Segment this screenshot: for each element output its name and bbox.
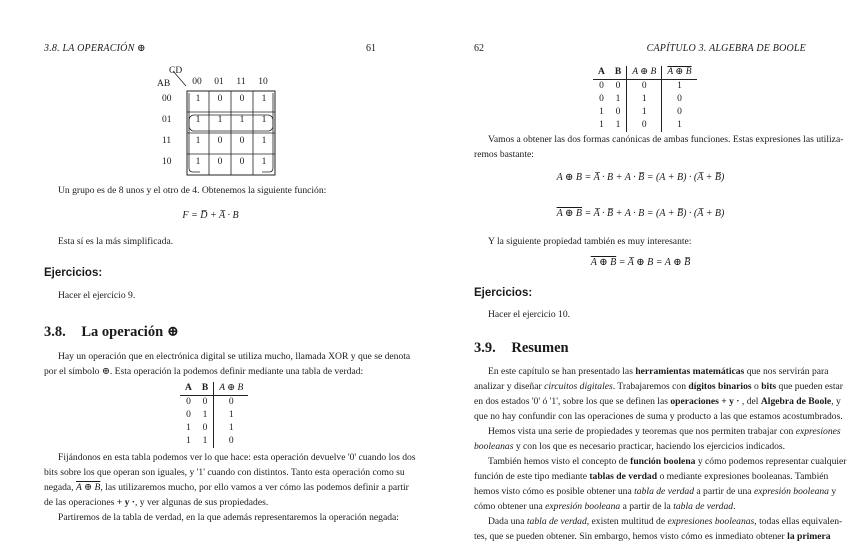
text-span: cómo obtener una <box>474 501 546 512</box>
text-span: negada, <box>44 482 76 493</box>
kmap-col-header: 11 <box>236 77 246 87</box>
table-header-cell: B <box>197 382 214 396</box>
table-cell: 1 <box>186 436 191 446</box>
right-section-heading <box>474 340 569 357</box>
left-header-title: 3.8. LA OPERACIÓN ⊕ <box>44 43 146 54</box>
bold-span: la primera <box>787 531 831 542</box>
italic-span: expresiones booleanas <box>667 516 755 527</box>
right-text-line: remos bastante: <box>474 149 534 160</box>
text-span: tes, que se pueden obtener. Sin embargo, hemos visto cómo es inmediato obtener <box>474 531 788 542</box>
text-span: en dos estados '0' ó '1', sobre los que se definen las <box>474 396 671 407</box>
text-span: que pueden estar <box>776 381 844 392</box>
text-span: analizar y diseñar <box>474 381 545 392</box>
text-span: , del <box>739 396 761 407</box>
text-span: Dada una <box>488 516 527 527</box>
table-row <box>180 435 248 448</box>
table-cell: 1 <box>202 436 208 446</box>
table-cell: 0 <box>662 106 697 119</box>
table-cell: 1 <box>615 94 621 104</box>
table-header-row <box>180 382 248 396</box>
table-cell: 0 <box>627 80 662 94</box>
table-header-row <box>593 66 697 80</box>
bold-span: herramientas matemáticas <box>635 366 745 377</box>
kmap-col-header: 00 <box>192 77 202 87</box>
italic-span: expresión booleana <box>545 501 621 512</box>
text-span: . Trabajaremos con <box>612 381 689 392</box>
right-section-number: 3.9. <box>474 340 496 356</box>
kmap-cell: 0 <box>239 94 245 104</box>
text-span: , todas ellas equivalen- <box>754 516 843 527</box>
equation-rhs: = A̅ ⊕ B = A ⊕ B̅ <box>616 257 691 268</box>
kmap-ab-label: AB <box>157 79 171 89</box>
bold-span: Algebra de Boole <box>760 396 832 407</box>
kmap-row-header: 11 <box>162 136 172 146</box>
table-cell: 0 <box>202 423 208 433</box>
text-span: y <box>828 486 837 497</box>
text-span: , y ver algunas de sus propiedades. <box>135 497 269 508</box>
table-row <box>180 409 248 422</box>
left-text-line: por el símbolo ⊕. Esta operación la podemos definir mediante una tabla de verdad: <box>44 366 364 377</box>
text-span: a partir de una <box>694 486 754 497</box>
table-cell: 1 <box>615 120 621 130</box>
right-ejercicios-text: Hacer el ejercicio 10. <box>488 309 571 320</box>
right-text-line <box>474 529 831 546</box>
bold-span: bits <box>761 381 777 392</box>
table-cell: 0 <box>186 410 191 420</box>
right-paragraph: Y la siguiente propiedad también es muy interesante: <box>488 236 692 247</box>
text-span: , y <box>831 396 841 407</box>
negated-xor: A ⊕ B <box>75 482 101 493</box>
kmap-cell: 1 <box>217 115 223 125</box>
right-equation <box>474 208 807 219</box>
table-row <box>593 119 697 132</box>
left-paragraph: Esta sí es la más simplificada. <box>58 236 174 247</box>
left-truth-table <box>180 382 248 448</box>
table-cell: 1 <box>202 410 208 420</box>
text-span: Hemos vista una serie de propiedades y teoremas que nos permiten trabajar con <box>488 426 796 437</box>
table-header-cell: A ⊕ B <box>214 382 249 396</box>
kmap-cell: 1 <box>239 115 245 125</box>
table-cell: 0 <box>214 396 249 410</box>
left-ejercicios-heading: Ejercicios: <box>44 267 103 279</box>
table-header-cell: B <box>610 66 627 80</box>
left-page-number: 61 <box>366 43 376 54</box>
kmap-cell: 1 <box>261 136 267 146</box>
kmap-row-header: 01 <box>162 115 172 125</box>
text-span: o mediante expresiones booleanas. También <box>657 471 829 482</box>
table-header-cell: A ⊕ B <box>627 66 662 80</box>
left-ejercicios-text: Hacer el ejercicio 9. <box>58 290 136 301</box>
table-cell: 1 <box>214 422 249 435</box>
kmap-col-header: 10 <box>258 77 268 87</box>
text-span: , las utilizaremos mucho, por ello vamos a ver cómo las podemos definir a partir <box>100 482 409 493</box>
kmap-col-header: 01 <box>214 77 224 87</box>
table-cell: 0 <box>202 397 208 407</box>
italic-span: tabla de verdad <box>673 501 734 512</box>
table-cell: 1 <box>186 423 191 433</box>
bold-span: dígitos binarios <box>688 381 752 392</box>
table-cell: 1 <box>599 120 604 130</box>
text-span: de las operaciones <box>44 497 117 508</box>
left-section-heading <box>44 323 179 341</box>
kmap-cd-label: CD <box>169 66 183 76</box>
kmap-cell: 1 <box>261 94 267 104</box>
right-ejercicios-heading: Ejercicios: <box>474 287 533 299</box>
text-span: que nos servirán para <box>744 366 829 377</box>
table-header-cell: A <box>593 66 610 80</box>
kmap-cell: 1 <box>195 94 201 104</box>
table-row <box>180 422 248 435</box>
kmap-row-header: 10 <box>162 157 172 167</box>
table-cell: 0 <box>615 81 621 91</box>
right-truth-table <box>593 66 697 132</box>
table-cell: 0 <box>599 94 604 104</box>
right-section-title: Resumen <box>511 340 569 356</box>
left-text-line: Partiremos de la tabla de verdad, en la que además representaremos la operación negada: <box>58 512 399 523</box>
table-cell: 0 <box>615 107 621 117</box>
text-span: y con los que es necesario practicar, haciendo los ejercicios indicados. <box>513 441 786 452</box>
text-span: También hemos visto el concepto de <box>488 456 631 467</box>
table-header-cell <box>662 66 697 80</box>
text-span: En este capítulo se han presentado las <box>488 366 636 377</box>
text-span: . <box>733 501 736 512</box>
bold-span: tablas de verdad <box>589 471 658 482</box>
bold-span: operaciones + y · <box>670 396 740 407</box>
table-cell: 0 <box>214 435 249 448</box>
kmap-cell: 1 <box>195 115 201 125</box>
kmap-cell: 0 <box>217 157 223 167</box>
table-cell: 0 <box>627 119 662 132</box>
bold-ops: + y · <box>116 497 135 508</box>
italic-span: tabla de verdad <box>526 516 587 527</box>
left-paragraph: Un grupo es de 8 unos y el otro de 4. Obtenemos la siguiente función: <box>58 185 327 196</box>
text-span: hemos visto cómo es posible obtener una <box>474 486 635 497</box>
table-cell: 1 <box>662 119 697 132</box>
right-equation <box>474 257 807 268</box>
kmap-cell: 0 <box>239 136 245 146</box>
table-cell: 1 <box>627 106 662 119</box>
negated-header: A ⊕ B <box>667 67 692 77</box>
right-header-title: CAPÍTULO 3. ALGEBRA DE BOOLE <box>646 43 806 54</box>
left-text-line: Hay un operación que en electrónica digital se utiliza mucho, llamada XOR y que se denota <box>58 351 411 362</box>
negated-xor: A ⊕ B <box>556 208 583 219</box>
kmap-cell: 0 <box>239 157 245 167</box>
italic-span: expresiones <box>795 426 841 437</box>
kmap-cell: 1 <box>261 115 267 125</box>
equation-rhs: = A̅ · B̅ + A · B = (A + B̅) · (A̅ + B) <box>582 208 725 219</box>
right-equation: A ⊕ B = A̅ · B + A · B̅ = (A + B) · (A̅ + B̅) <box>556 172 725 183</box>
left-equation: F = D̅ + A̅ · B <box>182 210 239 221</box>
table-cell: 0 <box>599 81 604 91</box>
italic-span: circuitos digitales <box>544 381 613 392</box>
text-span: , existen multitud de <box>586 516 668 527</box>
table-cell: 1 <box>214 409 249 422</box>
kmap-cell: 1 <box>261 157 267 167</box>
italic-span: booleanas <box>474 441 514 452</box>
table-cell: 1 <box>627 93 662 106</box>
text-span: a partir de la <box>620 501 674 512</box>
left-section-title: La operación ⊕ <box>81 324 179 340</box>
bold-span: función boolena <box>630 456 696 467</box>
table-cell: 1 <box>662 80 697 94</box>
table-header-cell: A <box>180 382 197 396</box>
right-text-line: que no hay confundir con las operaciones de suma y producto a las que estamos acostumbrados. <box>474 411 843 422</box>
kmap-row-header: 00 <box>162 94 172 104</box>
kmap-cell: 1 <box>195 136 201 146</box>
right-page-number: 62 <box>474 43 484 54</box>
italic-span: expresión booleana <box>753 486 829 497</box>
text-span: función de este tipo mediante <box>474 471 590 482</box>
table-cell: 1 <box>599 107 604 117</box>
table-row <box>593 80 697 94</box>
table-cell: 0 <box>662 93 697 106</box>
table-row <box>593 93 697 106</box>
text-span: o <box>751 381 762 392</box>
left-section-number: 3.8. <box>44 324 66 340</box>
kmap-cell: 0 <box>217 94 223 104</box>
karnaugh-map <box>150 66 290 176</box>
italic-span: tabla de verdad <box>634 486 694 497</box>
right-text-line: Vamos a obtener las dos formas canónicas de ambas funciones. Estas expresiones las utiliza- <box>488 134 844 145</box>
left-text-line: bits sobre los que operan son iguales, y '1' cuando con distintos. Tanto esta operación como su <box>44 467 405 478</box>
table-cell: 0 <box>186 397 191 407</box>
text-span: y cómo podemos representar cualquier <box>695 456 847 467</box>
table-row <box>180 396 248 410</box>
table-row <box>593 106 697 119</box>
negated-xor: A ⊕ B <box>590 257 617 268</box>
kmap-cell: 1 <box>195 157 201 167</box>
left-text-line: Fijándonos en esta tabla podemos ver lo que hace: esta operación devuelve '0' cuando los dos <box>58 452 416 463</box>
kmap-cell: 0 <box>217 136 223 146</box>
